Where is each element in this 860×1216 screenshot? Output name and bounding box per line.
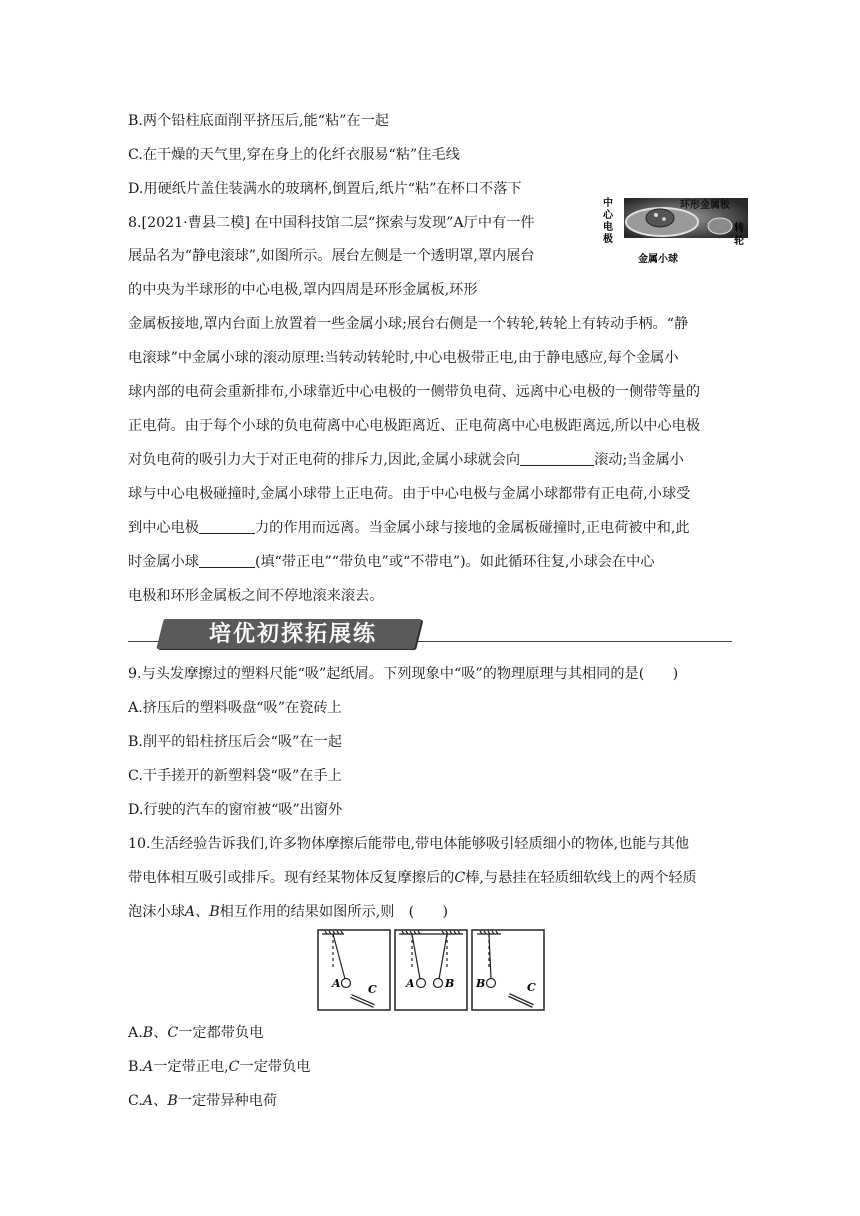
pendulum-drawing <box>317 929 547 1012</box>
q9-stem: 9.与头发摩擦过的塑料尺能“吸”起纸屑。下列现象中“吸”的物理原理与其相同的是( ) <box>128 666 679 682</box>
fig-label-b-3: B <box>476 977 486 990</box>
q8-line-10-tail: 力的作用而远离。当金属小球与接地的金属板碰撞时,正电荷被中和,此 <box>254 520 690 536</box>
q10-option-a-prefix: A. <box>128 1025 143 1041</box>
q10-line-3-tail: 相互作用的结果如图所示,则 ( ) <box>219 904 449 920</box>
fig-label-b-2: B <box>445 977 455 990</box>
q10-option-c-sep: 、 <box>153 1093 168 1109</box>
q10-option-b-rod: C <box>228 1059 240 1075</box>
photo-label-ring: 环形金属板 <box>680 200 730 211</box>
q10-option-c-text: 一定带异种电荷 <box>177 1093 278 1109</box>
q10-option-a-rod: C <box>167 1025 179 1041</box>
fig-label-a-1: A <box>332 977 341 990</box>
q10-rod-c: C <box>454 870 466 886</box>
photo-label-center-3: 电 <box>603 222 613 233</box>
q8-line-2: 展品名为“静电滚球”,如图所示。展台左侧是一个透明罩,罩内展台 <box>128 248 535 264</box>
q10-ball-a: A <box>184 904 196 920</box>
q10-option-b-mid: 一定带正电, <box>153 1059 229 1075</box>
pendulum-figure <box>317 929 547 1012</box>
photo-drawing <box>596 194 756 266</box>
answer-blank-1[interactable] <box>520 451 594 466</box>
rod-c-3 <box>509 995 533 1006</box>
electrostatic-ball-photo <box>596 194 756 266</box>
q10-line-2-head: 带电体相互吸引或排斥。现有经某物体反复摩擦后的 <box>128 870 455 886</box>
q7-option-c: C.在干燥的天气里,穿在身上的化纤衣服易“粘”住毛线 <box>128 147 460 163</box>
q7-option-d: D.用硬纸片盖住装满水的玻璃杯,倒置后,纸片“粘”在杯口不落下 <box>128 181 522 197</box>
q10-option-c-prefix: C. <box>128 1093 143 1109</box>
photo-label-wheel-1: 转 <box>734 223 744 234</box>
q8-line-11 <box>128 552 655 572</box>
q10-option-b-text: 一定带负电 <box>239 1059 311 1075</box>
rod-c-1 <box>351 996 374 1006</box>
panel-2 <box>395 930 467 1010</box>
q9-option-a: A.挤压后的塑料吸盘“吸”在瓷砖上 <box>128 700 342 716</box>
photo-label-ball: 金属小球 <box>638 254 678 265</box>
q8-line-11-tail: (填“带正电”“带负电”或“不带电”)。如此循环往复,小球会在中心 <box>254 554 655 570</box>
q10-line-3-sep: 、 <box>195 904 210 920</box>
q10-option-a-text: 一定都带负电 <box>178 1025 264 1041</box>
q9-option-d: D.行驶的汽车的窗帘被“吸”出窗外 <box>128 802 343 818</box>
section-banner <box>128 617 732 653</box>
q10-line-3 <box>128 902 448 922</box>
q8-line-8 <box>128 450 684 470</box>
q10-option-b <box>128 1057 310 1077</box>
q10-option-c-ball-b: B <box>167 1093 178 1109</box>
q8-line-10 <box>128 518 690 538</box>
q8-line-4: 金属板接地,罩内台面上放置着一些金属小球;展台右侧是一个转轮,转轮上有转动手柄。“静 <box>128 316 689 332</box>
banner-title: 培优初探拓展练 <box>208 622 377 647</box>
q8-line-10-head: 到中心电极 <box>128 520 199 536</box>
q10-option-b-prefix: B. <box>128 1059 143 1075</box>
panel-3 <box>472 930 544 1010</box>
fig-label-c-3: C <box>527 981 536 994</box>
q7-option-b: B.两个铅柱底面削平挤压后,能“粘”在一起 <box>128 113 389 129</box>
q8-line-1: 8.[2021·曹县二模] 在中国科技馆二层“探索与发现”A厅中有一件 <box>128 215 535 231</box>
q10-line-2 <box>128 868 697 888</box>
photo-label-wheel-2: 轮 <box>734 236 744 247</box>
q10-line-3-head: 泡沫小球 <box>128 904 185 920</box>
q10-option-a <box>128 1023 263 1043</box>
q8-line-5: 电滚球”中金属小球的滚动原理:当转动转轮时,中心电极带正电,由于静电感应,每个金属小 <box>128 350 679 366</box>
answer-blank-2[interactable] <box>199 519 255 534</box>
fig-label-c-1: C <box>368 983 377 996</box>
q10-option-b-ball: A <box>142 1059 154 1075</box>
q8-line-8-text: 对负电荷的吸引力大于对正电荷的排斥力,因此,金属小球就会向 <box>128 452 521 468</box>
q9-option-c: C.干手搓开的新塑料袋“吸”在手上 <box>128 768 342 784</box>
q8-line-6: 球内部的电荷会重新排布,小球靠近中心电极的一侧带负电荷、远离中心电极的一侧带等量的 <box>128 384 701 400</box>
photo-label-center-1: 中 <box>603 198 613 209</box>
q10-option-c-ball-a: A <box>142 1093 154 1109</box>
q9-option-b: B.削平的铅柱挤压后会“吸”在一起 <box>128 734 342 750</box>
q8-line-7: 正电荷。由于每个小球的负电荷离中心电极距离近、正电荷离中心电极距离远,所以中心电极 <box>128 418 701 434</box>
photo-label-center-4: 极 <box>603 234 613 245</box>
answer-blank-3[interactable] <box>199 553 255 568</box>
q8-line-3: 的中央为半球形的中心电极,罩内四周是环形金属板,环形 <box>128 282 478 298</box>
q10-option-c <box>128 1091 277 1111</box>
q10-line-2-tail: 棒,与悬挂在轻质细软线上的两个轻质 <box>465 870 697 886</box>
q10-line-1: 10.生活经验告诉我们,许多物体摩擦后能带电,带电体能够吸引轻质细小的物体,也能与其他 <box>128 836 690 852</box>
fig-label-a-2: A <box>406 977 415 990</box>
q10-option-a-ball: B <box>142 1025 154 1041</box>
q10-option-a-sep: 、 <box>153 1025 168 1041</box>
q10-ball-b: B <box>209 904 220 920</box>
photo-label-center-2: 心 <box>603 210 613 221</box>
q8-line-12: 电极和环形金属板之间不停地滚来滚去。 <box>128 588 384 604</box>
q8-line-9: 球与中心电极碰撞时,金属小球带上正电荷。由于中心电极与金属小球都带有正电荷,小球受 <box>128 486 691 502</box>
q8-line-8-tail: 滚动;当金属小 <box>594 452 684 468</box>
q8-line-11-head: 时金属小球 <box>128 554 199 570</box>
